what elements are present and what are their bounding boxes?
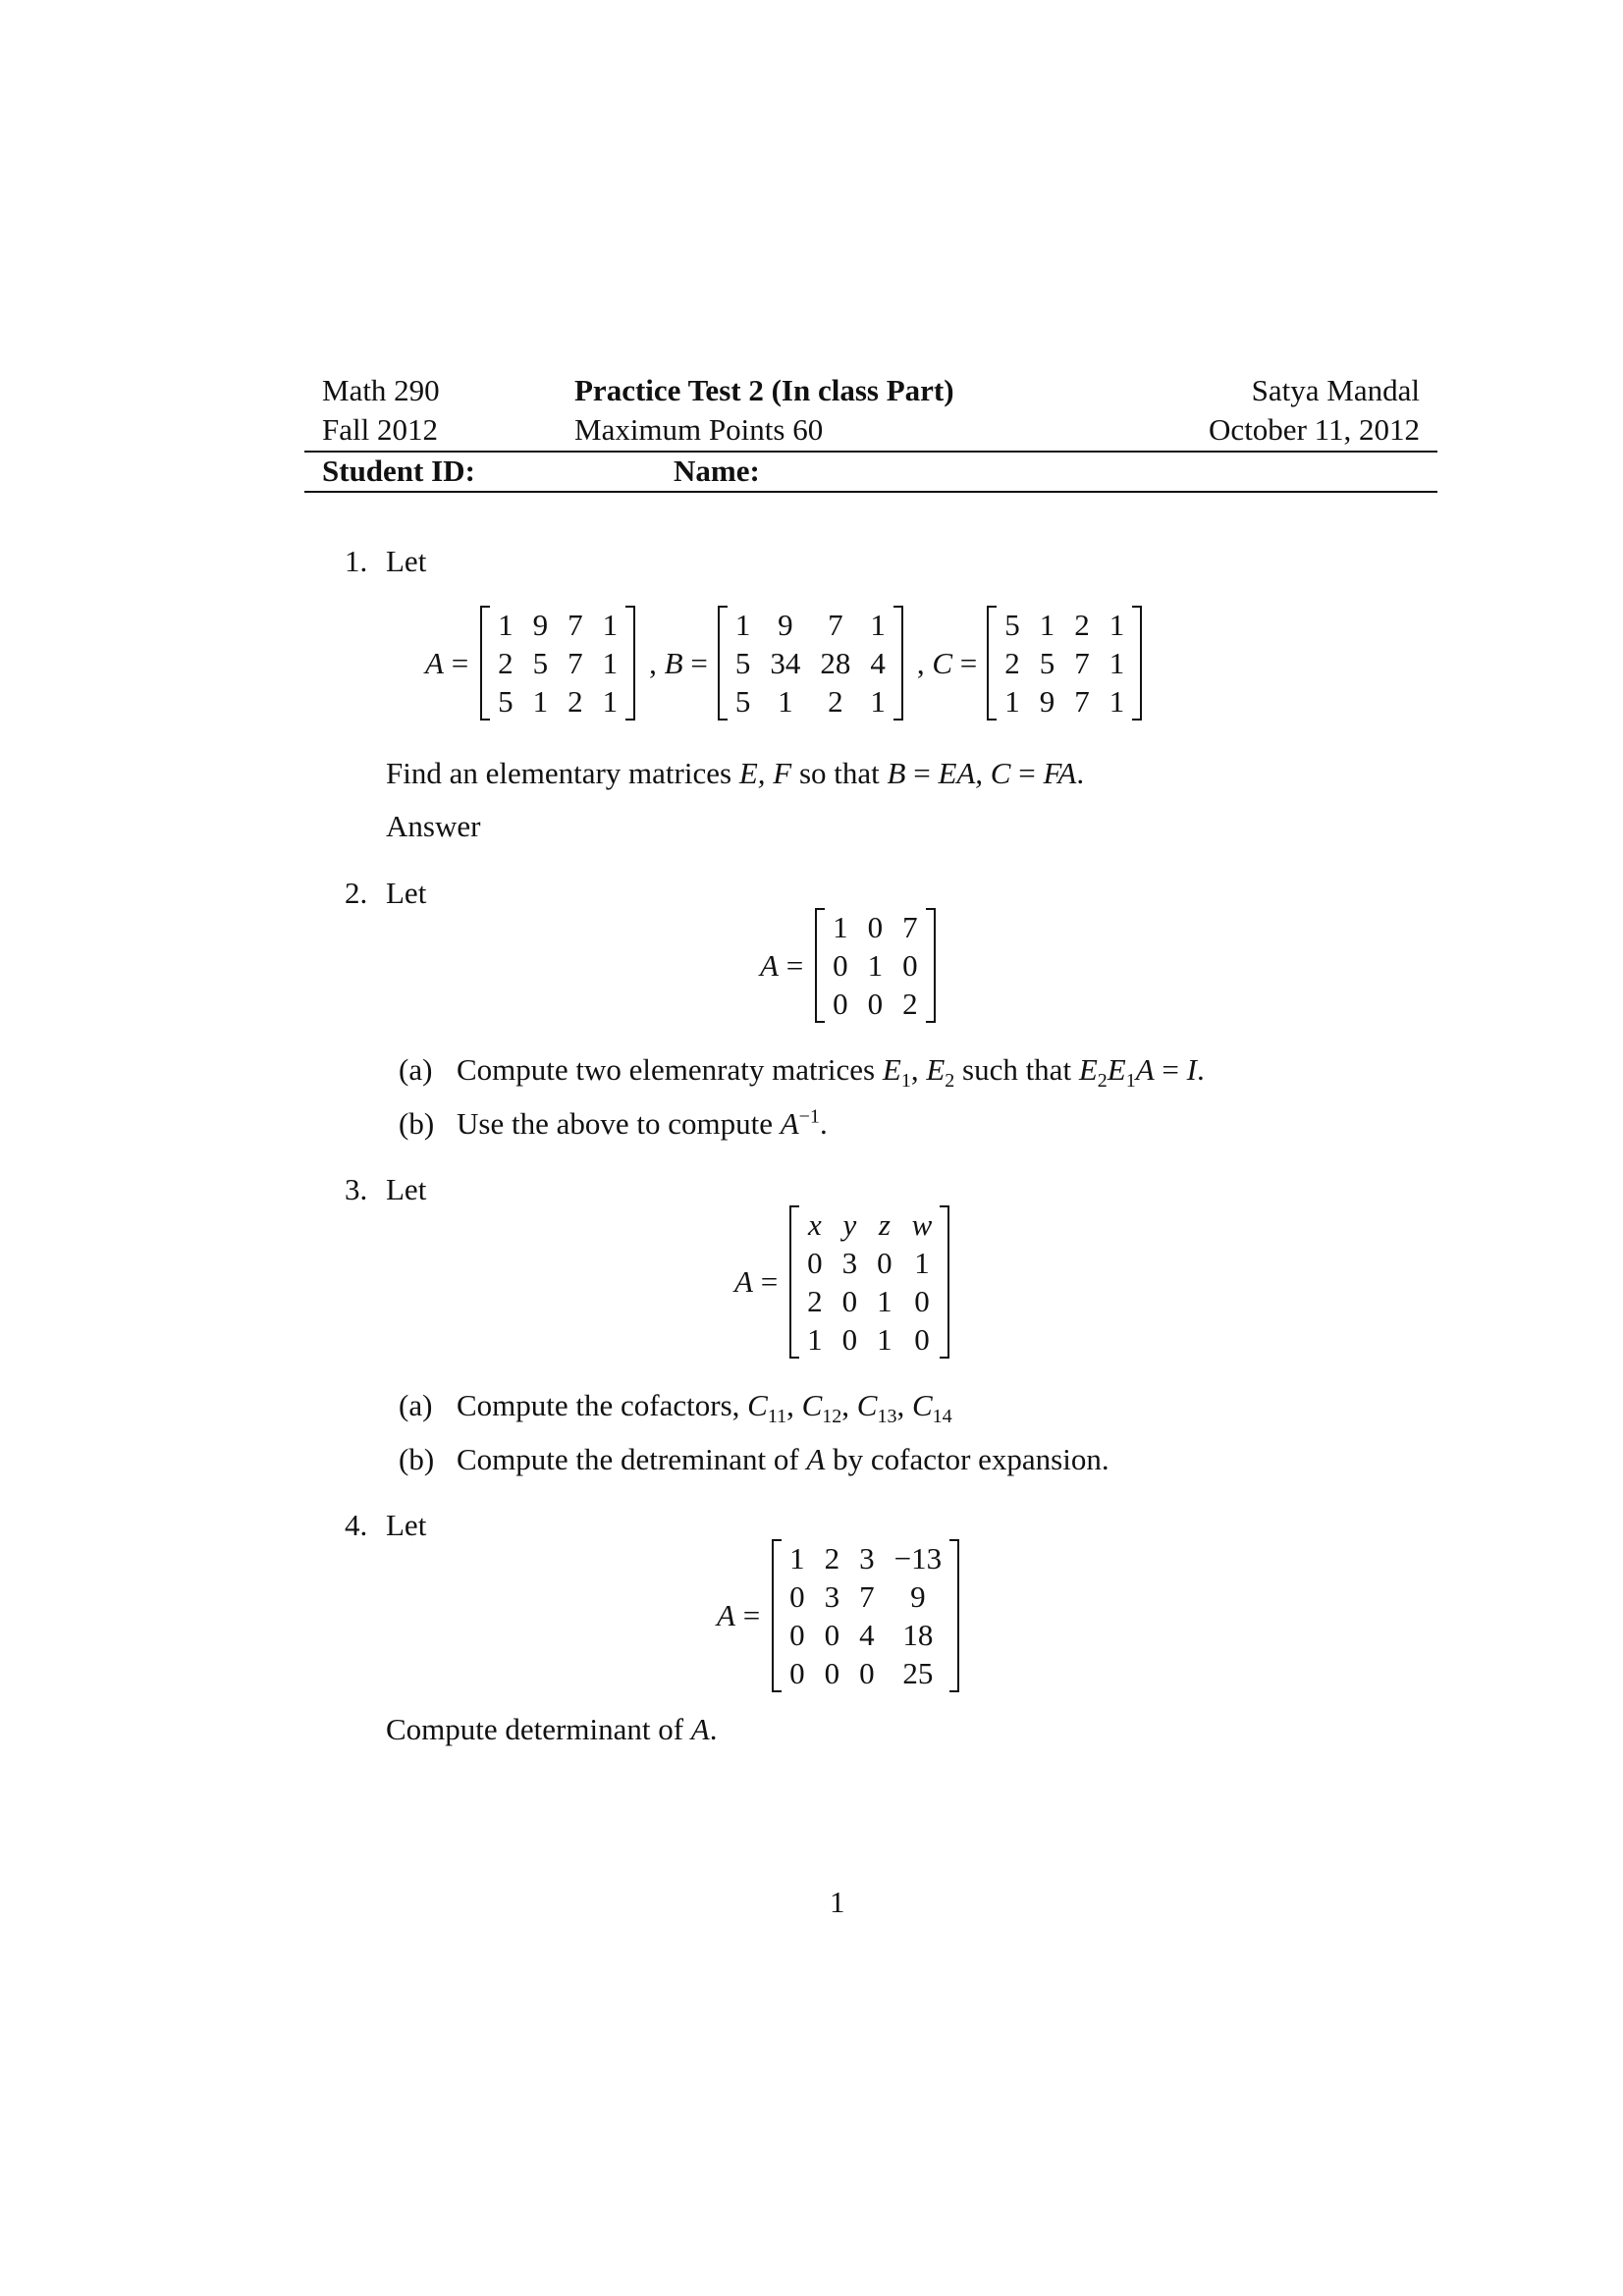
matrix-row [780, 1577, 951, 1616]
matrix-cell: 1 [602, 684, 619, 719]
q1-number: 1. [345, 544, 368, 578]
math-symbol: B [887, 756, 906, 790]
subscript: 11 [767, 1406, 787, 1428]
text-segment: = [1154, 1052, 1187, 1087]
subscript: 12 [822, 1406, 842, 1428]
text-segment: . [1196, 1052, 1205, 1087]
matrix-row [797, 1244, 942, 1282]
header-rule [304, 451, 1437, 453]
text-segment: , [896, 1388, 912, 1422]
part-label: (b) [399, 1442, 435, 1476]
matrix-cell: 2 [1004, 646, 1020, 680]
part-label: (a) [399, 1388, 433, 1422]
matrix-cell: 1 [778, 684, 793, 719]
text-segment: = [905, 756, 939, 790]
matrix-cell: 1 [833, 910, 848, 944]
matrix-cell: 2 [498, 646, 514, 680]
matrix-cell: w [911, 1207, 933, 1242]
matrix-row [995, 682, 1134, 721]
q1-answer-label: Answer [386, 809, 481, 843]
part-text [457, 1106, 828, 1142]
part-label: (a) [399, 1052, 433, 1087]
matrix-cell: 0 [833, 948, 848, 983]
math-symbol: E, F [738, 756, 792, 790]
text-segment: . [709, 1712, 718, 1746]
matrix-cell: 5 [1039, 646, 1055, 680]
q4-matrix [717, 1539, 959, 1692]
matrix-row [488, 644, 627, 682]
matrix-row [488, 682, 627, 721]
matrix-cell: 5 [498, 684, 514, 719]
matrix-cell: 3 [824, 1579, 840, 1614]
math-symbol: E [1078, 1052, 1098, 1087]
matrix-row [797, 1205, 942, 1244]
matrix-cell: 1 [877, 1322, 893, 1357]
matrix-cell: y [842, 1207, 857, 1242]
matrix-cell: 2 [828, 684, 843, 719]
matrix-row [780, 1654, 951, 1692]
matrix-cell: 9 [1039, 684, 1055, 719]
matrix-cell: 1 [867, 948, 884, 983]
matrix-cell: x [808, 1207, 822, 1242]
matrix-row [823, 946, 928, 985]
matrix-brackets [987, 606, 1142, 721]
math-symbol: C [747, 1388, 768, 1422]
matrix-cell: 3 [859, 1541, 875, 1575]
subscript: 2 [945, 1070, 955, 1093]
name-label: Name: [674, 454, 760, 488]
text-segment: Find an elementary matrices [386, 756, 739, 790]
part-text [457, 1442, 1109, 1477]
math-symbol: C [801, 1388, 823, 1422]
text-segment: . [819, 1106, 828, 1141]
subscript: 1 [900, 1070, 911, 1093]
superscript: −1 [798, 1105, 820, 1128]
matrix-cell: 1 [602, 608, 619, 642]
matrix-cell: 2 [568, 684, 583, 719]
matrix-cell: 2 [824, 1541, 840, 1575]
text-segment: , [910, 1052, 927, 1087]
matrix-cell: 7 [902, 910, 918, 944]
part-text [457, 1052, 1205, 1093]
date: October 11, 2012 [1209, 412, 1420, 447]
q1-task [386, 756, 1084, 791]
matrix-cell: 1 [1109, 684, 1125, 719]
matrix-row [823, 985, 928, 1023]
matrix-row [797, 1320, 942, 1359]
matrix-cell: 28 [820, 646, 851, 680]
matrix-cell: 5 [1004, 608, 1020, 642]
math-symbol: C [856, 1388, 878, 1422]
q3-number: 3. [345, 1172, 368, 1206]
q2-let: Let [386, 876, 427, 910]
matrix-cell: 7 [1074, 646, 1090, 680]
matrix-label: A = [760, 947, 804, 983]
matrix-label: , C = [916, 645, 978, 680]
text-segment: by cofactor expansion. [825, 1442, 1109, 1476]
matrix-cell: 5 [532, 646, 549, 680]
matrix-cell: 1 [870, 684, 886, 719]
q4-let: Let [386, 1508, 427, 1542]
header-rule-bottom [304, 491, 1437, 493]
page-number: 1 [830, 1885, 845, 1919]
text-segment: , [841, 1388, 857, 1422]
matrix-brackets [480, 606, 635, 721]
math-symbol: A [780, 1106, 799, 1141]
test-title: Practice Test 2 (In class Part) [574, 373, 954, 407]
math-symbol: A [690, 1712, 710, 1746]
matrix-row [797, 1282, 942, 1320]
matrix-cell: 1 [602, 646, 619, 680]
matrix-cell: 7 [859, 1579, 875, 1614]
matrix-cell: 0 [824, 1618, 840, 1652]
matrix-cell: 7 [1074, 684, 1090, 719]
matrix-cell: −13 [893, 1541, 943, 1575]
text-segment: Compute the detreminant of [457, 1442, 807, 1476]
math-symbol: A [1135, 1052, 1155, 1087]
q1-matrices [425, 606, 1142, 721]
part-label: (b) [399, 1106, 435, 1141]
matrix-cell: 1 [498, 608, 514, 642]
matrix-cell: 1 [1109, 646, 1125, 680]
text-segment: Use the above to compute [457, 1106, 781, 1141]
matrix-cell: 1 [914, 1246, 930, 1280]
math-symbol: E [882, 1052, 901, 1087]
matrix-cell: 0 [841, 1322, 858, 1357]
matrix-row [726, 606, 895, 644]
matrix-cell: 1 [870, 608, 886, 642]
matrix-row [780, 1616, 951, 1654]
matrix-cell: 7 [828, 608, 843, 642]
matrix-cell: 2 [807, 1284, 823, 1318]
math-symbol: EA, C [938, 756, 1011, 790]
math-symbol: E [1107, 1052, 1126, 1087]
q3-let: Let [386, 1172, 427, 1206]
matrix-cell: 1 [1109, 608, 1125, 642]
matrix-cell: 2 [1074, 608, 1090, 642]
math-symbol: A [806, 1442, 826, 1476]
subscript: 13 [877, 1406, 897, 1428]
text-segment: = [1010, 756, 1044, 790]
matrix-cell: 0 [914, 1284, 930, 1318]
matrix-cell: 1 [532, 684, 549, 719]
matrix-cell: 18 [902, 1618, 934, 1652]
matrix-cell: 1 [1039, 608, 1055, 642]
matrix-cell: 34 [770, 646, 801, 680]
q4-number: 4. [345, 1508, 368, 1542]
max-points: Maximum Points 60 [574, 412, 824, 447]
matrix-cell: 0 [867, 910, 884, 944]
matrix-cell: 0 [841, 1284, 858, 1318]
subscript: 14 [932, 1406, 952, 1428]
math-symbol: C [911, 1388, 933, 1422]
subscript: 2 [1097, 1070, 1108, 1093]
student-id-label: Student ID: [322, 454, 475, 488]
matrix-cell: z [878, 1207, 891, 1242]
matrix-cell: 4 [859, 1618, 875, 1652]
matrix-brackets [789, 1205, 949, 1359]
math-symbol: FA [1043, 756, 1077, 790]
subscript: 1 [1125, 1070, 1136, 1093]
matrix-cell: 0 [833, 987, 848, 1021]
matrix-cell: 9 [532, 608, 549, 642]
text-segment: Compute two elemenraty matrices [457, 1052, 883, 1087]
matrix-row [995, 644, 1134, 682]
author: Satya Mandal [1251, 373, 1420, 407]
matrix-cell: 7 [568, 646, 583, 680]
matrix-brackets [815, 908, 936, 1023]
matrix-label: A = [734, 1264, 779, 1299]
matrix-cell: 1 [877, 1284, 893, 1318]
matrix-cell: 7 [568, 608, 583, 642]
matrix-cell: 0 [914, 1322, 930, 1357]
q2-number: 2. [345, 876, 368, 910]
part-text [457, 1388, 952, 1428]
matrix-label: A = [717, 1598, 761, 1632]
matrix-cell: 2 [902, 987, 918, 1021]
matrix-cell: 3 [841, 1246, 858, 1280]
q3-matrix [734, 1205, 949, 1359]
matrix-cell: 0 [807, 1246, 823, 1280]
text-segment: Compute the cofactors, [457, 1388, 748, 1422]
text-segment: so that [791, 756, 888, 790]
q2-matrix [760, 908, 936, 1023]
text-segment: . [1076, 756, 1085, 790]
math-symbol: I [1186, 1052, 1197, 1087]
matrix-cell: 0 [859, 1656, 875, 1690]
math-symbol: E [926, 1052, 946, 1087]
matrix-row [488, 606, 627, 644]
matrix-cell: 0 [789, 1656, 805, 1690]
matrix-cell: 0 [789, 1618, 805, 1652]
matrix-brackets [772, 1539, 959, 1692]
matrix-cell: 0 [867, 987, 884, 1021]
matrix-row [726, 682, 895, 721]
matrix-cell: 1 [1004, 684, 1020, 719]
matrix-cell: 5 [734, 684, 751, 719]
matrix-row [780, 1539, 951, 1577]
matrix-cell: 0 [789, 1579, 805, 1614]
course: Math 290 [322, 373, 440, 407]
matrix-cell: 9 [778, 608, 793, 642]
text-segment: , [786, 1388, 802, 1422]
matrix-cell: 0 [877, 1246, 893, 1280]
matrix-cell: 1 [789, 1541, 805, 1575]
matrix-row [823, 908, 928, 946]
matrix-row [995, 606, 1134, 644]
q4-task [386, 1712, 717, 1747]
matrix-brackets [718, 606, 903, 721]
matrix-label: A = [425, 645, 469, 680]
matrix-cell: 1 [807, 1322, 823, 1357]
matrix-cell: 9 [910, 1579, 926, 1614]
text-segment: such that [954, 1052, 1079, 1087]
matrix-cell: 5 [734, 646, 751, 680]
matrix-label: , B = [649, 645, 708, 680]
term: Fall 2012 [322, 412, 438, 447]
matrix-cell: 0 [902, 948, 918, 983]
matrix-cell: 4 [870, 646, 886, 680]
q1-let: Let [386, 544, 427, 578]
text-segment: Compute determinant of [386, 1712, 691, 1746]
matrix-cell: 1 [734, 608, 751, 642]
matrix-cell: 25 [902, 1656, 934, 1690]
matrix-cell: 0 [824, 1656, 840, 1690]
matrix-row [726, 644, 895, 682]
